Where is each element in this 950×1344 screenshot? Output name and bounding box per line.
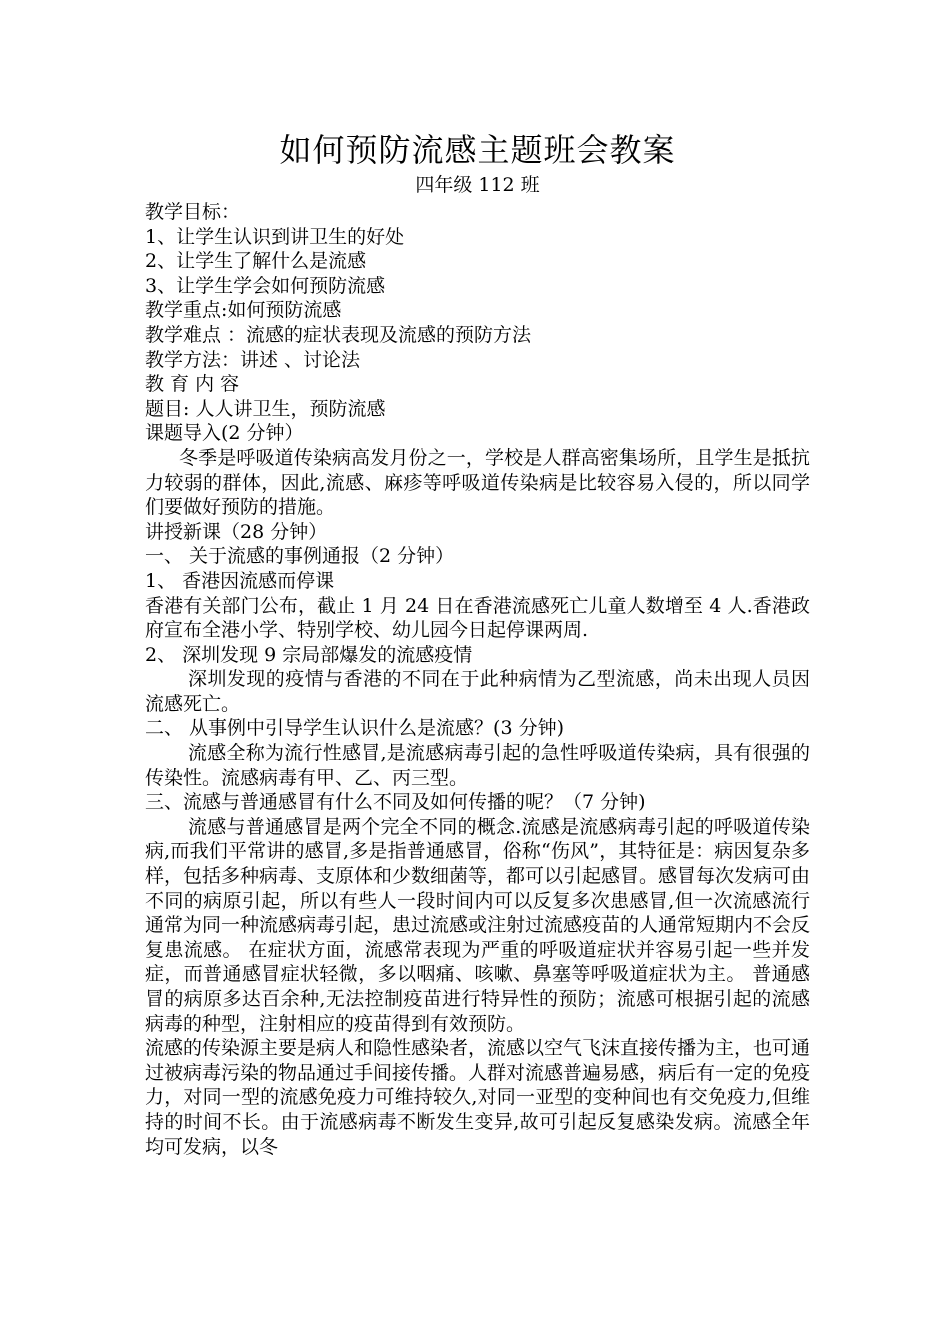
objectives-heading: 教学目标： bbox=[145, 201, 241, 223]
teaching-method: 教学方法：讲述 、讨论法 bbox=[145, 348, 361, 371]
education-content-heading: 教 育 内 容 bbox=[145, 373, 240, 396]
teaching-focus: 教学重点:如何预防流感 bbox=[145, 299, 342, 322]
document-page bbox=[145, 128, 810, 1159]
objective-2: 2、让学生了解什么是流感 bbox=[145, 250, 367, 273]
new-lesson-heading: 讲授新课（28 分钟） bbox=[145, 520, 328, 543]
objective-1: 1、让学生认识到讲卫生的好处 bbox=[145, 225, 405, 248]
document-title: 如何预防流感主题班会教案 bbox=[279, 131, 676, 169]
case-1-paragraph: 香港有关部门公布，截止 1 月 24 日在香港流感死亡儿童人数增至 4 人.香港政府宣布全港小学、特别学校、幼儿园今日起停课两周. bbox=[145, 594, 810, 642]
case-2-paragraph: 深圳发现的疫情与香港的不同在于此种病情为乙型流感，尚未出现人员因流感死亡。 bbox=[145, 668, 810, 715]
objective-3: 3、让学生学会如何预防流感 bbox=[145, 274, 386, 297]
section-3-paragraph-1: 流感与普通感冒是两个完全不同的概念.流感是流感病毒引起的呼吸道传染病,而我们平常讲的感冒,多是指普通感冒，俗称“伤风”，其特征是：病因复杂多样，包括多种病毒、支原体和少数细菌等，都可以引起感冒。感冒每次发病可由不同的病原引起，所以有些人一段时间内可以反复多次患感冒,但一次流感流行通常为同一种流感病毒引起，患过流感或注射过流感疫苗的人通常短期内不会反复患流感。 在症状方面，流感常表现为严重的呼吸道症状并容易引起一些并发症，而普通感冒症状轻微，多以咽痛、咳嗽、鼻塞等呼吸道症状为主。 普通感冒的病原多达百余种,无法控制疫苗进行特异性的预防；流感可根据引起的流感病毒的种型，注射相应的疫苗得到有效预防。 bbox=[145, 815, 811, 1035]
teaching-difficulty: 教学难点 ：流感的症状表现及流感的预防方法 bbox=[145, 323, 532, 346]
section-1-heading: 一、 关于流感的事例通报（2 分钟） bbox=[145, 545, 455, 568]
case-1-heading: 1、 香港因流感而停课 bbox=[145, 569, 335, 592]
topic-line: 题目: 人人讲卫生，预防流感 bbox=[145, 397, 386, 420]
case-2-heading: 2、 深圳发现 9 宗局部爆发的流感疫情 bbox=[145, 643, 473, 666]
section-3-heading: 三、流感与普通感冒有什么不同及如何传播的呢？（7 分钟) bbox=[145, 791, 646, 814]
section-2-paragraph: 流感全称为流行性感冒,是流感病毒引起的急性呼吸道传染病，具有很强的传染性。流感病毒有甲、乙、丙三型。 bbox=[145, 742, 810, 789]
section-2-heading: 二、 从事例中引导学生认识什么是流感？(3 分钟) bbox=[145, 717, 564, 740]
section-3-paragraph-2: 流感的传染源主要是病人和隐性感染者，流感以空气飞沫直接传播为主，也可通过被病毒污染的物品通过手间接传播。人群对流感普遍易感，病后有一定的免疫力，对同一型的流感免疫力可维持较久,对同一亚型的变种间也有交免疫力,但维持的时间不长。由于流感病毒不断发生变异,故可引起反复感染发病。流感全年均可发病，以冬 bbox=[145, 1037, 811, 1158]
document-subtitle: 四年级 112 班 bbox=[415, 174, 540, 196]
intro-paragraph: 冬季是呼吸道传染病高发月份之一，学校是人群高密集场所，且学生是抵抗力较弱的群体，因此,流感、麻疹等呼吸道传染病是比较容易入侵的，所以同学们要做好预防的措施。 bbox=[145, 446, 810, 519]
intro-heading: 课题导入(2 分钟） bbox=[145, 422, 304, 445]
